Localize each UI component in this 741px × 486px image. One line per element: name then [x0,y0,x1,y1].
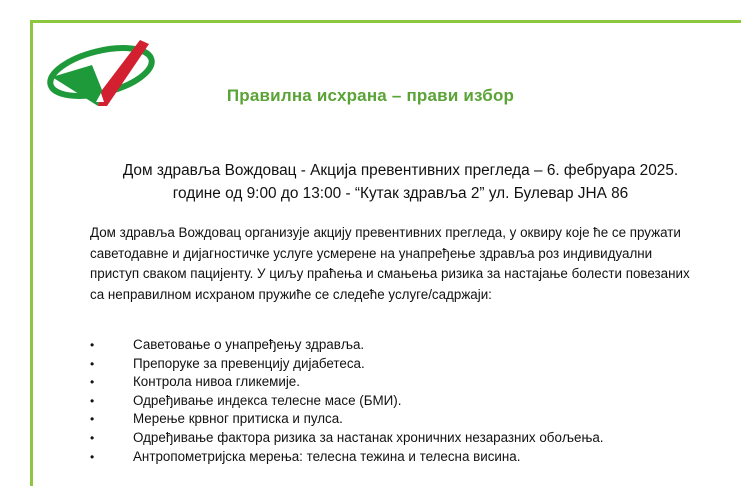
intro-paragraph: Дом здравља Вождовац организује акцију превентивних прегледа, у оквиру које ће се пружати саветодавне и дијагностичке услуге усмерене на унапређење здравља роз индивидуални приступ сваком пацијенту. У циљу праћења и смањења ризика за настајање болести повезаних са неправилном исхраном пружиће се следеће услуге/садржаји: [90,225,690,302]
service-text: Одређивање фактора ризика за настанак хроничних незаразних обољења. [133,429,604,445]
service-text: Мерење крвног притиска и пулса. [133,411,343,427]
bullet-icon: • [90,393,95,408]
bullet-icon: • [90,338,95,352]
frame-top-border [30,20,741,23]
event-details-line-1: Дом здравља Вождовац - Акција превентивних прегледа – 6. фебруара 2025. [122,162,679,179]
document-title: Правилна исхрана – прави избор [226,86,515,105]
bullet-icon: • [90,449,95,464]
event-details-line-2: године од 9:00 до 13:00 - “Кутак здравља 2” ул. Булевар ЈНА 86 [172,185,629,202]
bullet-icon: • [90,412,95,427]
service-text: Саветовање о унапређењу здравља. [133,337,365,352]
service-text: Контрола нивоа гликемије. [133,374,300,390]
event-details [60,159,741,205]
bullet-icon: • [90,430,95,445]
service-text: Одређивање индекса телесне масе (БМИ). [133,392,402,408]
service-text: Антропометријска мерења: телесна тежина и телесна висина. [133,448,521,464]
bullet-icon: • [90,375,95,390]
bullet-icon: • [90,356,95,371]
service-text: Препоруке за превенцију дијабетеса. [133,355,365,371]
